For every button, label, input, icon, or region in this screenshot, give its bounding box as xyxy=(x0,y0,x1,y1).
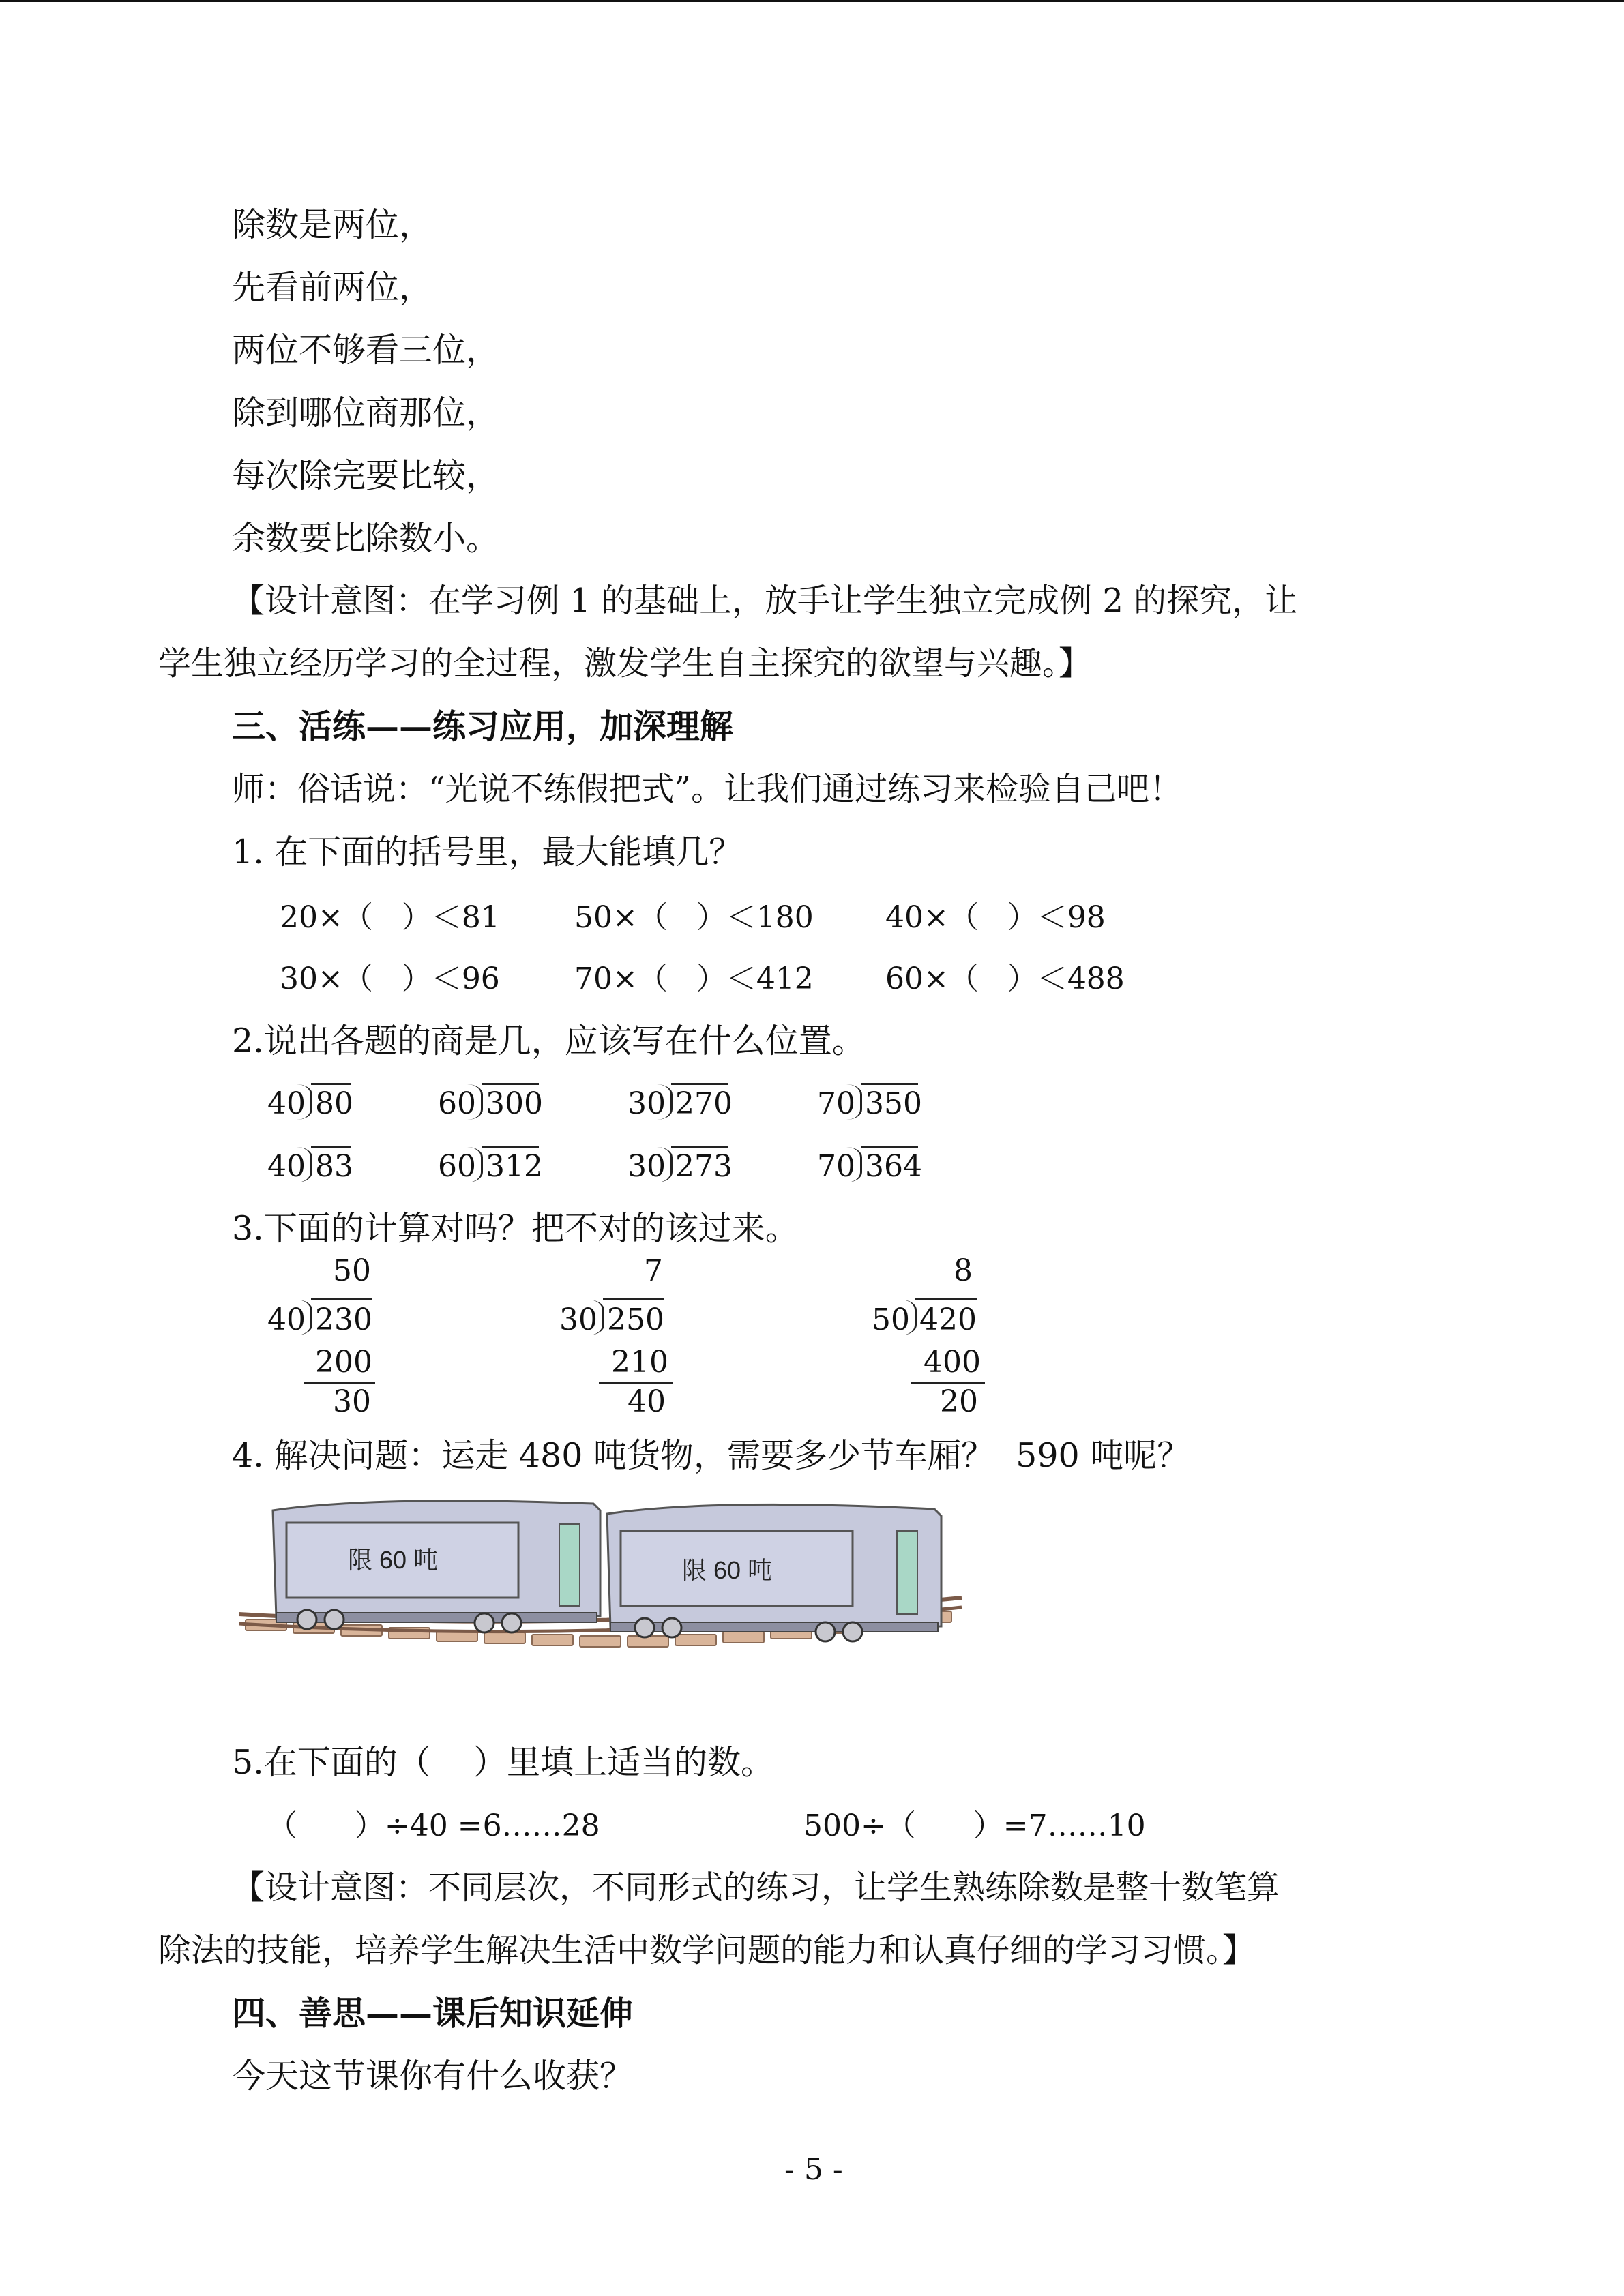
design-intent-1-line-1: 【设计意图：在学习例 1 的基础上，放手让学生独立完成例 2 的探究，让 xyxy=(232,582,1298,620)
division-bracket xyxy=(901,1300,917,1335)
dividend: 80 xyxy=(315,1086,353,1121)
question-3-title: 3.下面的计算对吗？把不对的该过来。 xyxy=(232,1209,799,1248)
train-cars-illustration xyxy=(239,1483,969,1667)
divisor: 30 xyxy=(628,1149,666,1184)
question-1-title: 1. 在下面的括号里，最大能填几？ xyxy=(232,833,743,871)
division-bracket xyxy=(846,1147,862,1182)
q1-item-5: 70×（ ）＜412 xyxy=(574,961,814,996)
subtraction-line xyxy=(599,1382,673,1384)
division-bar xyxy=(671,1146,728,1148)
rhyme-line-1: 除数是两位， xyxy=(232,205,433,244)
divisor: 60 xyxy=(438,1086,476,1121)
divisor: 40 xyxy=(267,1149,306,1184)
rhyme-line-6: 余数要比除数小。 xyxy=(232,519,500,558)
product: 200 xyxy=(315,1345,372,1380)
remainder: 20 xyxy=(940,1384,978,1419)
divisor: 30 xyxy=(628,1086,666,1121)
division-bracket xyxy=(297,1084,312,1120)
q5-item-1: （ ）÷40 =6……28 xyxy=(267,1808,600,1843)
rhyme-line-5: 每次除完要比较， xyxy=(232,456,500,495)
rhyme-line-4: 除到哪位商那位， xyxy=(232,393,500,432)
section-3-heading: 三、活练——练习应用，加深理解 xyxy=(232,706,734,746)
dividend: 83 xyxy=(315,1149,353,1184)
rhyme-line-3: 两位不够看三位， xyxy=(232,331,500,370)
question-4-title: 4. 解决问题：运走 480 吨货物，需要多少节车厢？ 590 吨呢？ xyxy=(232,1436,1191,1475)
page-top-border xyxy=(0,0,1624,2)
subtraction-line xyxy=(304,1382,375,1384)
dividend: 270 xyxy=(675,1086,733,1121)
division-bar xyxy=(915,1298,977,1300)
division-bar xyxy=(311,1083,351,1085)
dividend: 420 xyxy=(919,1302,977,1337)
quotient: 50 xyxy=(333,1253,371,1288)
dividend: 230 xyxy=(315,1302,372,1337)
teacher-line: 师：俗话说：“光说不练假把式”。让我们通过练习来检验自己吧！ xyxy=(232,770,1183,808)
division-bracket xyxy=(657,1084,673,1120)
dividend: 250 xyxy=(607,1302,664,1337)
rhyme-line-2: 先看前两位， xyxy=(232,268,433,307)
quotient: 7 xyxy=(644,1253,663,1288)
divisor: 70 xyxy=(817,1149,855,1184)
remainder: 30 xyxy=(333,1384,371,1419)
division-bar xyxy=(861,1146,918,1148)
subtraction-line xyxy=(911,1382,985,1384)
train-car-1 xyxy=(273,1501,600,1632)
car-1-capacity-label: 限 60 吨 xyxy=(348,1546,439,1574)
division-bar xyxy=(482,1146,539,1148)
q1-item-2: 50×（ ）＜180 xyxy=(574,900,814,935)
product: 210 xyxy=(611,1345,668,1380)
division-bracket xyxy=(467,1147,483,1182)
division-bar xyxy=(603,1298,664,1300)
section-4-heading: 四、善思——课后知识延伸 xyxy=(232,1993,634,2033)
dividend: 300 xyxy=(486,1086,543,1121)
dividend: 350 xyxy=(865,1086,922,1121)
division-bar xyxy=(311,1146,351,1148)
quotient: 8 xyxy=(954,1253,973,1288)
division-bracket xyxy=(846,1084,862,1120)
dividend: 273 xyxy=(675,1149,733,1184)
divisor: 30 xyxy=(559,1302,597,1337)
division-bracket xyxy=(467,1084,483,1120)
division-bar xyxy=(671,1083,728,1085)
division-bracket xyxy=(297,1300,312,1335)
division-bar xyxy=(482,1083,539,1085)
design-intent-2-line-1: 【设计意图：不同层次，不同形式的练习，让学生熟练除数是整十数笔算 xyxy=(232,1868,1280,1907)
design-intent-2-line-2: 除法的技能，培养学生解决生活中数学问题的能力和认真仔细的学习习惯。】 xyxy=(158,1931,1256,1969)
division-bracket xyxy=(657,1147,673,1182)
divisor: 40 xyxy=(267,1086,306,1121)
question-2-title: 2.说出各题的商是几，应该写在什么位置。 xyxy=(232,1022,866,1060)
divisor: 70 xyxy=(817,1086,855,1121)
divisor: 40 xyxy=(267,1302,306,1337)
q1-item-1: 20×（ ）＜81 xyxy=(280,900,500,935)
q1-item-4: 30×（ ）＜96 xyxy=(280,961,500,996)
division-bracket xyxy=(297,1147,312,1182)
q1-item-6: 60×（ ）＜488 xyxy=(885,961,1125,996)
product: 400 xyxy=(924,1345,981,1380)
remainder: 40 xyxy=(628,1384,666,1419)
division-bar xyxy=(861,1083,918,1085)
page-number: - 5 - xyxy=(784,2152,843,2187)
divisor: 50 xyxy=(872,1302,910,1337)
q5-item-2: 500÷（ ）=7……10 xyxy=(803,1808,1146,1843)
design-intent-1-line-2: 学生独立经历学习的全过程，激发学生自主探究的欲望与兴趣。】 xyxy=(158,644,1092,683)
dividend: 364 xyxy=(865,1149,922,1184)
division-bar xyxy=(311,1298,372,1300)
train-car-2 xyxy=(607,1504,941,1641)
q1-item-3: 40×（ ）＜98 xyxy=(885,900,1106,935)
section-4-question: 今天这节课你有什么收获？ xyxy=(232,2057,634,2096)
question-5-title: 5.在下面的（ ）里填上适当的数。 xyxy=(232,1743,775,1782)
divisor: 60 xyxy=(438,1149,476,1184)
division-bracket xyxy=(589,1300,604,1335)
car-2-capacity-label: 限 60 吨 xyxy=(682,1556,773,1584)
dividend: 312 xyxy=(486,1149,543,1184)
